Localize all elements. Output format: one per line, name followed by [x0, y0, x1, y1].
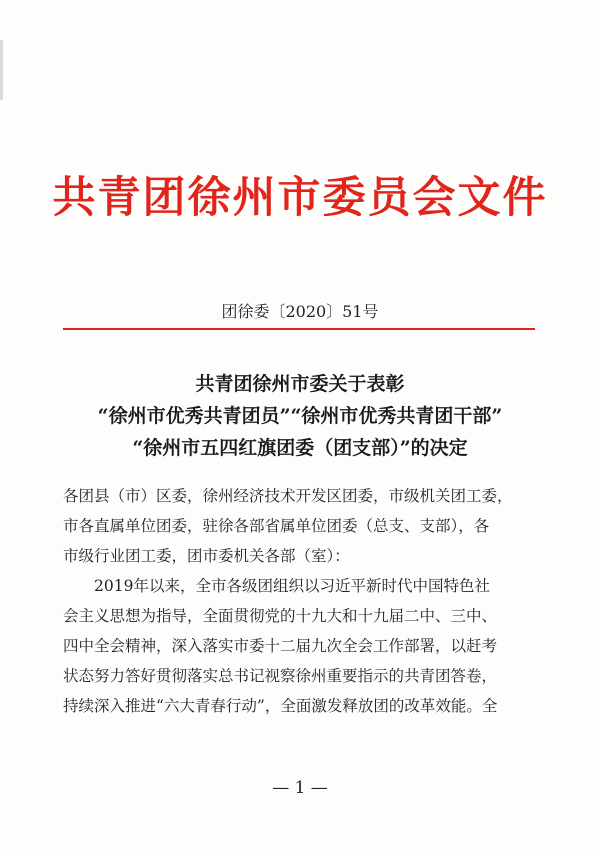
body-line: 市各直属单位团委，驻徐各部省属单位团委（总支、支部），各: [63, 517, 490, 535]
body-line: 状态努力答好贯彻落实总书记视察徐州重要指示的共青团答卷，: [63, 667, 498, 685]
title-line: “徐州市优秀共青团员”“徐州市优秀共青团干部”: [97, 405, 503, 427]
org-header-title: 共青团徐州市委员会文件: [52, 173, 548, 223]
title-line: “徐州市五四红旗团委（团支部）”的决定: [132, 437, 468, 459]
scan-edge-mark: [0, 40, 3, 100]
body-line: 会主义思想为指导，全面贯彻党的十九大和十九届二中、三中、: [63, 607, 498, 625]
document-title: [0, 368, 600, 464]
document-number: 团徐委〔2020〕51号: [221, 302, 379, 321]
body-line: 市级行业团工委，团市委机关各部（室）：: [63, 547, 350, 565]
page-number: — 1 —: [272, 778, 328, 798]
header-divider: [63, 328, 535, 330]
document-body: [63, 481, 539, 721]
body-line: 各团县（市）区委，徐州经济技术开发区团委，市级机关团工委，: [63, 487, 513, 505]
body-line: 2019年以来，全市各级团组织以习近平新时代中国特色社: [94, 577, 490, 595]
body-line: 持续深入推进“六大青春行动”，全面激发释放团的改革效能。全: [63, 697, 498, 715]
body-line: 四中全会精神，深入落实市委十二届九次全会工作部署，以赶考: [63, 637, 498, 655]
title-line: 共青团徐州市委关于表彰: [195, 373, 405, 395]
